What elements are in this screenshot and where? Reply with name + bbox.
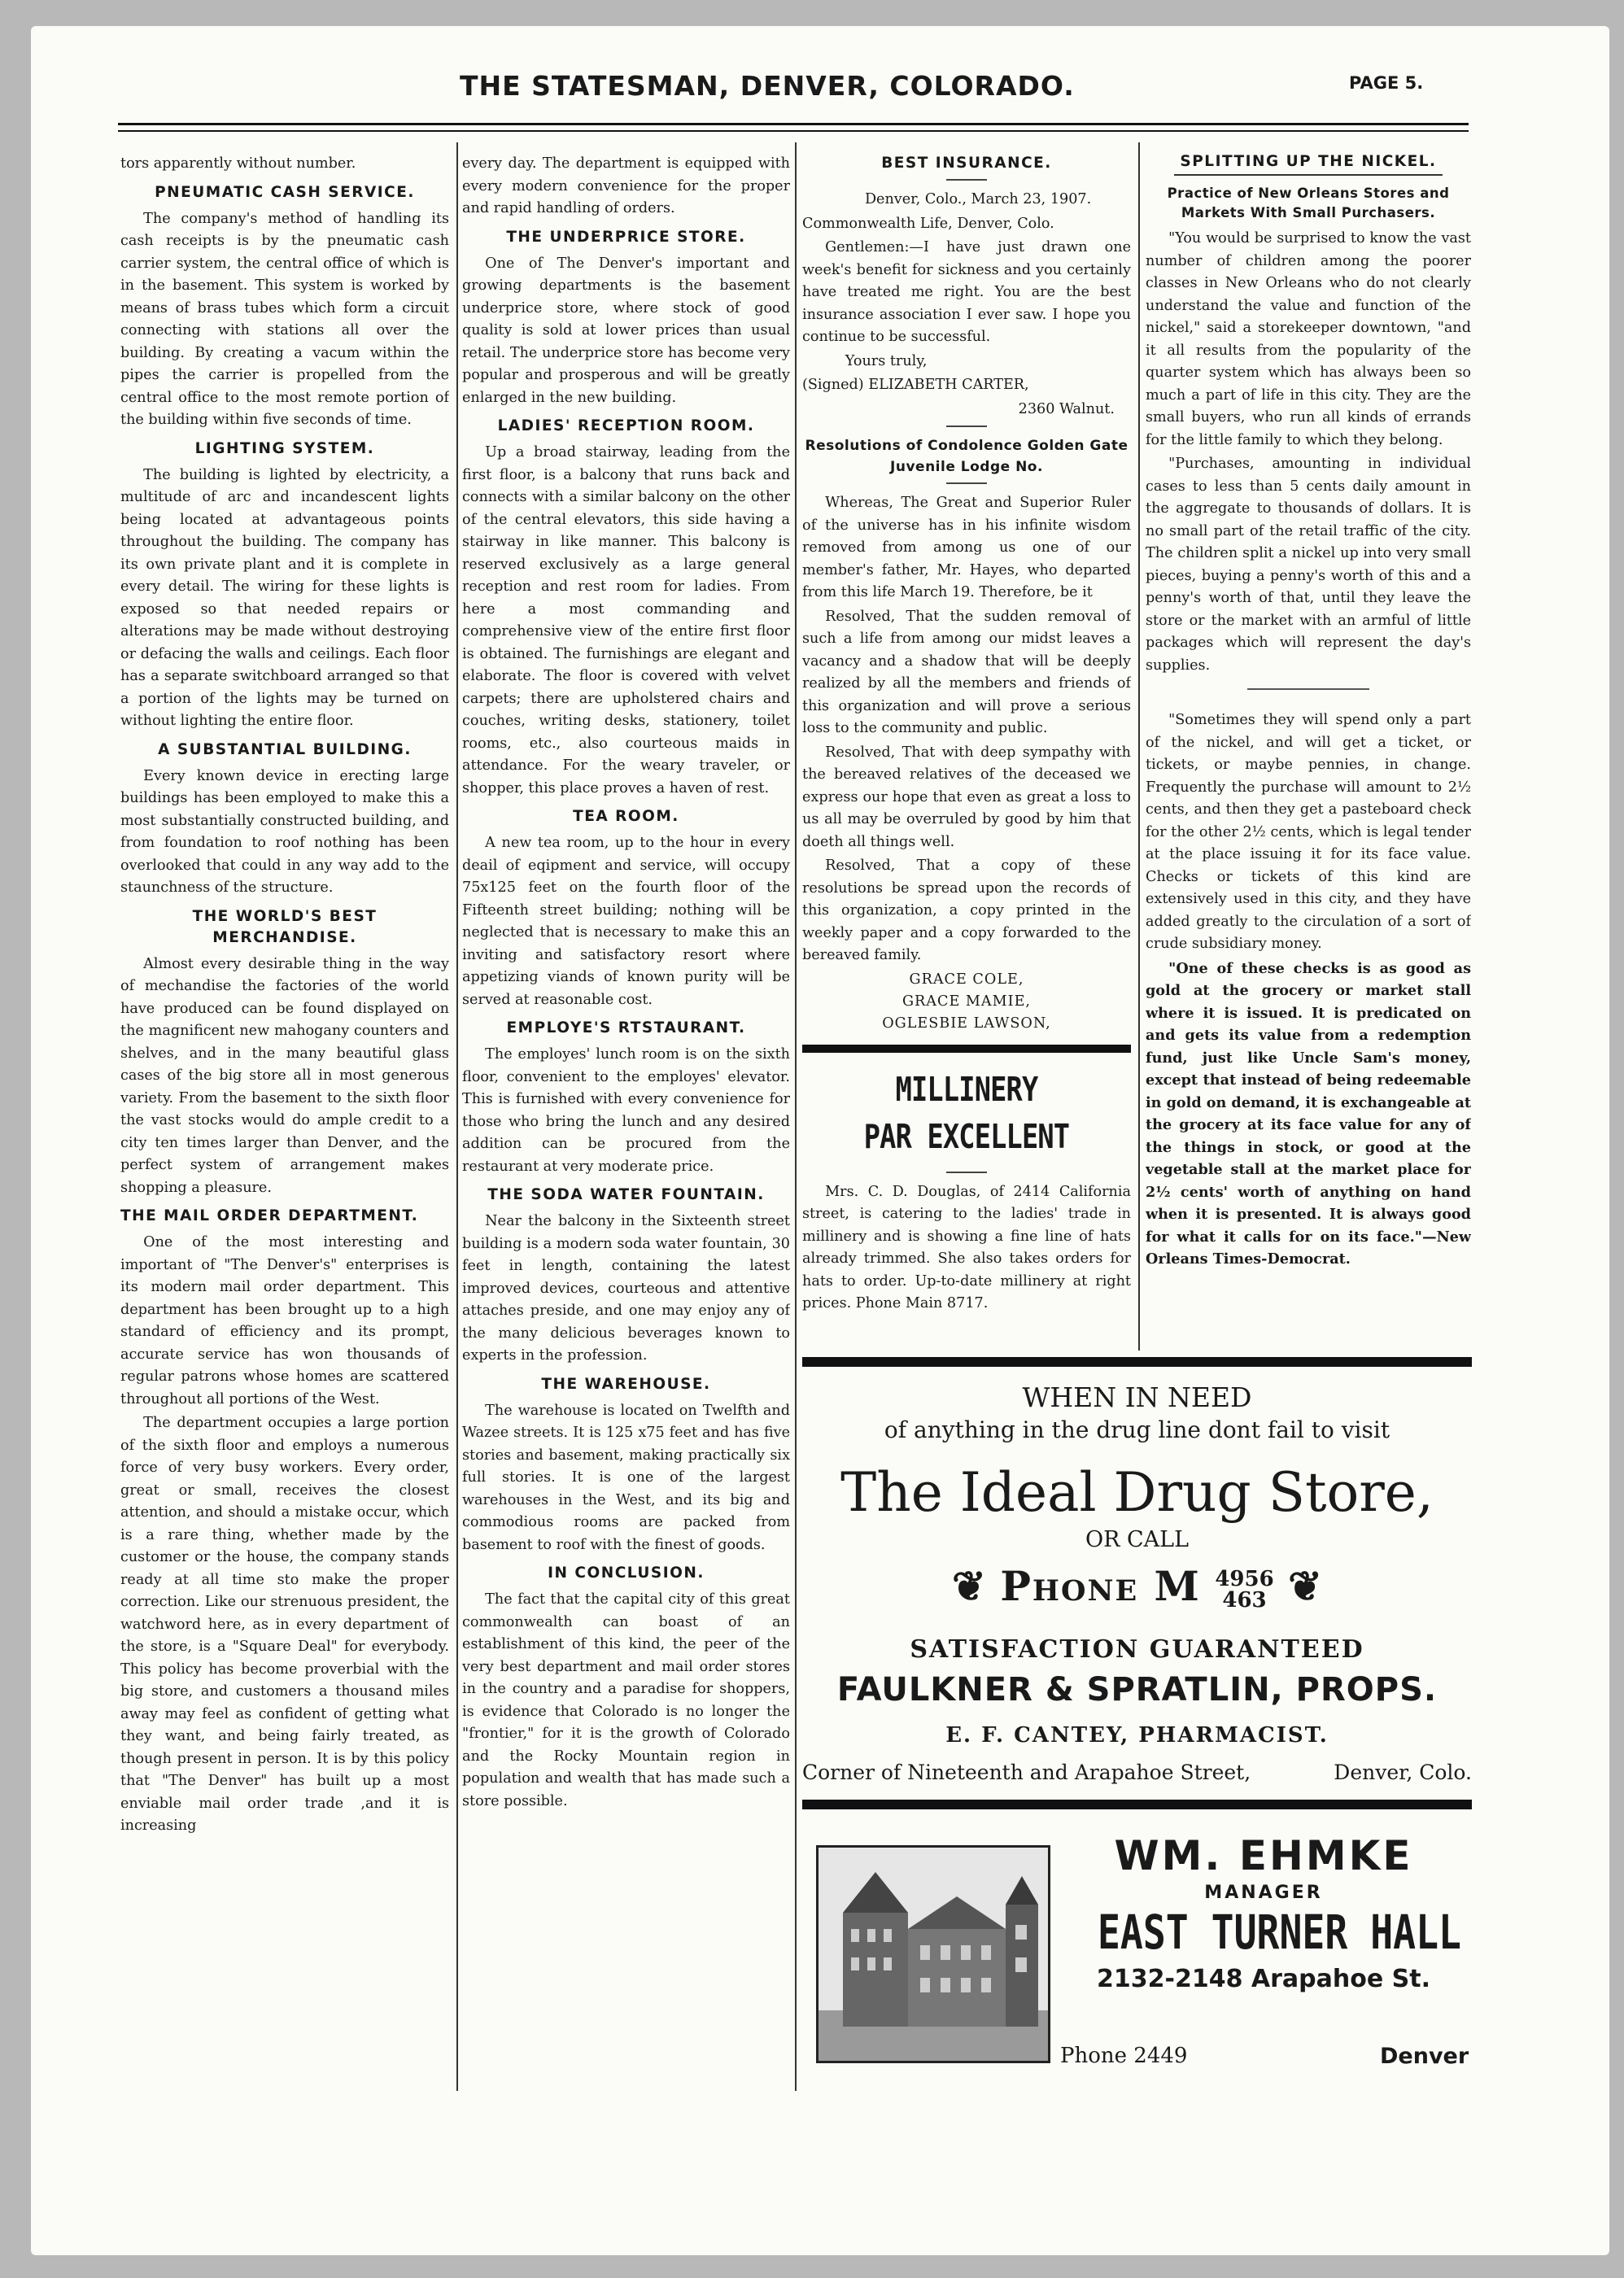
ad-satisfaction: SATISFACTION GUARANTEED <box>910 1635 1364 1664</box>
paragraph: Mrs. C. D. Douglas, of 2414 California street, is catering to the ladies' trade in millinery and is showing a fine line of hats already trimmed. She also takes orders for hats to order. Up-to-date millinery at right prices. Phone Main 8717. <box>802 1183 1131 1311</box>
ad-drug-line: of anything in the drug line dont fail to visit <box>884 1416 1390 1443</box>
heading-soda: THE SODA WATER FOUNTAIN. <box>487 1186 765 1203</box>
paragraph: A new tea room, up to the hour in every deail of eqipment and service, will occupy 75x125 feet on the fourth floor of the Fifteenth street building; nothing will be neglected that is necessary to make this an inviting and satisfactory resort where appetizing viands of known purity will be served at reasonable cost. <box>462 835 790 1008</box>
paragraph: "Purchases, amounting in individual cases to less than 5 cents daily amount in the aggregate to thousands of dollars. It is no small part of the retail traffic of the city. The children split a nickel up into very small pieces, buying a penny's worth of this and a penny's worth of that, until they leave the store or the market with an armful of little packages which will represent the day's supplies. <box>1146 456 1471 674</box>
turner-hall-illustration <box>816 1845 1050 2063</box>
paragraph: "You would be surprised to know the vast number of children among the poorer classes in New Orleans who do not clearly understand the value and function of the nickel," said a storekeeper downtown, "and it all results from the popularity of the quarter system which has always been so much a part of life in this city. They are the small buyers, who run all kinds of errands for the little family to which they belong. <box>1146 230 1471 448</box>
paragraph: Resolved, That with deep sympathy with the bereaved relatives of the deceased we express our hope that even as great a loss to us all may be overruled by good by him that doeth all things well. <box>802 744 1131 850</box>
page-number: PAGE 5. <box>1349 73 1424 93</box>
ad-hall-city: Denver <box>1380 2044 1469 2069</box>
heading-splitting: SPLITTING UP THE NICKEL. <box>1180 153 1437 170</box>
heading-substantial: A SUBSTANTIAL BUILDING. <box>158 740 412 758</box>
ad-phone-number-1: 4956 <box>1215 1567 1274 1591</box>
column-4 <box>1146 145 1471 1357</box>
letter-date: Denver, Colo., March 23, 1907. <box>864 191 1092 207</box>
rule <box>1247 688 1369 690</box>
paragraph: One of the most interesting and important of "The Denver's" enterprises is its modern mail order department. This department has been brought up to a high standard of efficiency and its prompt, accurate service has won thousands of regular patrons whose homes are scattered throughout all portions of the West. <box>120 1234 449 1407</box>
ad-hall-phone: Phone 2449 <box>1060 2044 1188 2068</box>
building-engraving <box>819 1848 1048 2061</box>
letter-signature: (Signed) ELIZABETH CARTER, <box>802 377 1029 393</box>
ad-address-row <box>802 1761 1472 1784</box>
column-divider-1 <box>456 142 458 2091</box>
paragraph: "Sometimes they will spend only a part of the nickel, and will get a ticket, or tickets, or maybe pennies, in change. Frequently the purchase will amount to 2½ cents, and then they get a pasteboard check for the other 2½ cents, which is legal tender at the place issuing it for its face value. Checks or tickets of this kind are extensively used in this city, and they have added greatly to the circulation of a sort of crude subsidiary money. <box>1146 712 1471 952</box>
ad-when-in-need: WHEN IN NEED <box>1022 1381 1252 1413</box>
masthead: THE STATESMAN, DENVER, COLORADO. <box>460 70 1075 102</box>
paragraph: Resolved, That the sudden removal of such a life from among our midst leaves a vacancy and a shadow that will be deeply realized by all the members and friends of this organization and will prove a serious loss to the community and public. <box>802 608 1131 736</box>
heading-mail-order: THE MAIL ORDER DEPARTMENT. <box>120 1207 419 1224</box>
rule <box>946 425 987 427</box>
heading-employes: EMPLOYE'S RTSTAURANT. <box>506 1019 746 1036</box>
paragraph: Almost every desirable thing in the way of mechandise the factories of the world have produced can be found displayed on the magnificent new mahogany counters and shelves, and in the many beautiful glass cases of the big store all in most generous variety. From the basement to the sixth floor the vast stocks would do ample credit to a city ten times larger than Denver, and the perfect system of arrangement makes shopping a pleasure. <box>120 955 449 1196</box>
rule <box>946 482 987 484</box>
heading-conclusion: IN CONCLUSION. <box>548 1564 705 1582</box>
paragraph: The fact that the capital city of this great commonwealth can boast of an establishment of this kind, the peer of the very best department and mail order stores in the country and a paradise for shoppers, is evidence that Colorado is no longer the "frontier," for it is the growth of Colorado and the Rocky Mountain region in population and wealth that has made such a store possible. <box>462 1591 790 1809</box>
ad-phone-word: Phone M <box>1000 1562 1201 1610</box>
letter-body: Gentlemen:—I have just drawn one week's benefit for sickness and you certainly have treated me right. You are the best insurance association I ever saw. I hope you continue to be successful. <box>802 239 1131 345</box>
ad-phone <box>802 1562 1472 1619</box>
ad-phone-number-2: 463 <box>1222 1588 1267 1612</box>
heading-tea-room: TEA ROOM. <box>573 808 679 825</box>
letter-address: Commonwealth Life, Denver, Colo. <box>802 215 1054 232</box>
heading-ladies: LADIES' RECEPTION ROOM. <box>497 417 755 434</box>
paragraph: Every known device in erecting large buildings has been employed to make this a most substantially constructed building, and from foundation to roof nothing has been overlooked that could in any way add to the staunchness of the structure. <box>120 767 449 896</box>
column-divider-3 <box>1138 142 1140 1351</box>
paragraph: The building is lighted by electricity, a multitude of arc and incandescent lights being located at advantageous points throughout the building. The company has its own private plant and it is complete in every detail. The wiring for these lights is exposed so that needed repairs or alterations may be made without destroying or defacing the walls and ceilings. Each floor has a separate switchboard arranged so that a portion of the lights may be turned on without lighting the entire floor. <box>120 466 449 729</box>
paragraph: One of The Denver's important and growing departments is the basement underprice store, where stock of good quality is sold at lower prices than usual retail. The underprice store has become very popular and prosperous and will be greatly enlarged in the new building. <box>462 255 790 406</box>
rule <box>946 179 987 181</box>
paragraph: Up a broad stairway, leading from the first floor, is a balcony that runs back and connects with a similar balcony on the other of the central elevators, this side having a stairway in like manner. This balcony is reserved exclusively as a large general reception and rest room for ladies. From here a most commanding and comprehensive view of the entire first floor is obtained. The furnishings are elegant and elaborate. The floor is covered with velvet carpets; there are upholstered chairs and couches, writing desks, stationery, toilet rooms, etc., also courteous maids in attendance. For the weary traveler, or shopper, this place proves a haven of rest. <box>462 444 790 796</box>
paragraph: The department occupies a large portion of the sixth floor and employs a numerous force of very busy workers. Every order, great or small, receives the closest attention, and should a mistake occur, which is a rare thing, whether made by the customer or the house, the company stands ready at all time sto make the proper correction. Like our strenuous president, the watchword here, as in every department of the store, is a "Square Deal" for everybody. This policy has become proverbial with the big store, and customers a thousand miles away may feel as confident of getting what they want, and being fairly treated, as though present in person. It is by this policy that "The Denver" has built up a most enviable mail order trade ,and it is increasing <box>120 1415 449 1834</box>
paragraph: The employes' lunch room is on the sixth floor, convenient to the employes' elevator. This is furnished with every convenience for those who bring the lunch and any desired addition can be procured from the restaurant at very moderate price. <box>462 1046 790 1175</box>
ad-pharmacist: E. F. CANTEY, PHARMACIST. <box>945 1723 1329 1748</box>
heading-best-insurance: BEST INSURANCE. <box>881 155 1052 172</box>
thick-rule <box>802 1357 1472 1367</box>
column-1 <box>120 153 449 2081</box>
ad-hall-name: EAST TURNER HALL <box>1098 1905 1461 1960</box>
ad-proprietors: FAULKNER & SPRATLIN, PROPS. <box>836 1671 1438 1708</box>
millinery-heading: MILLINERY <box>895 1069 1038 1109</box>
paragraph: tors apparently without number. <box>120 155 356 172</box>
ad-city: Denver, Colo. <box>1334 1761 1472 1784</box>
rule <box>1174 174 1443 176</box>
rule <box>946 1172 987 1173</box>
heading-resolutions: Resolutions of Condolence Golden Gate Juvenile Lodge No. <box>805 438 1129 475</box>
paragraph: The company's method of handling its cash receipts is by the pneumatic cash carrier system, the central office of which is in the basement. This system is worked by means of brass tubes which form a circuit connecting with stations all over the building. By creating a vacum within the pipes the carrier is propelled from the central office to the most remote portion of the building within five seconds of time. <box>120 210 449 428</box>
ad-manager-name: WM. EHMKE <box>1114 1832 1413 1879</box>
ornament-icon: ❦ <box>1288 1562 1323 1610</box>
ad-manager-label: MANAGER <box>1204 1883 1323 1903</box>
millinery-subheading: PAR EXCELLENT <box>863 1116 1070 1156</box>
header-rule-top <box>118 123 1469 125</box>
heading-warehouse: THE WAREHOUSE. <box>541 1375 711 1393</box>
paragraph: "One of these checks is as good as gold at the grocery or market stall where it is issued. It is predicated on and gets its value from a redemption fund, just like Uncle Sam's money, except that instead of being redeemable in gold on demand, it is exchangeable at the grocery at its face value for any of the things in stock, or good at the vegetable stall at the market place for 2½ cents' worth of anything on hand when it is presented. It is always good for what it calls for on its face."—New Orleans Times-Democrat. <box>1146 959 1471 1268</box>
ad-corner: Corner of Nineteenth and Arapahoe Street, <box>802 1761 1251 1784</box>
turner-ad-text <box>1056 1832 1471 1993</box>
subheading-practice: Practice of New Orleans Stores and Markets With Small Purchasers. <box>1167 185 1450 220</box>
letter-closing: Yours truly, <box>845 352 928 369</box>
heading-pneumatic: PNEUMATIC CASH SERVICE. <box>155 183 415 201</box>
ad-store-name: The Ideal Drug Store, <box>840 1461 1434 1524</box>
column-3 <box>802 146 1131 1359</box>
paragraph: every day. The department is equipped with every modern convenience for the proper and rapid handling of orders. <box>462 155 790 216</box>
paragraph: Resolved, That a copy of these resolutions be spread upon the records of this organization, a copy printed in the weekly paper and a copy forwarded to the bereaved family. <box>802 858 1131 963</box>
paragraph: The warehouse is located on Twelfth and Wazee streets. It is 125 x75 feet and has five stories and basement, making practically six full stories. It is one of the largest warehouses in the West, and its big and commodious rooms are packed from basement to roof with the finest of goods. <box>462 1402 790 1553</box>
paragraph: Whereas, The Great and Superior Ruler of the universe has in his infinite wisdom removed from among us one of our member's father, Mr. Hayes, who departed from this life March 19. Therefore, be it <box>802 495 1131 600</box>
paragraph: Near the balcony in the Sixteenth street building is a modern soda water fountain, 30 feet in length, containing the latest improved devices, courteous and attentive attaches preside, and one may enjoy any of the many delicious beverages known to experts in the profession. <box>462 1213 790 1364</box>
header-rule-bottom <box>118 130 1469 132</box>
heading-lighting: LIGHTING SYSTEM. <box>194 439 375 457</box>
heading-underprice: THE UNDERPRICE STORE. <box>506 228 746 246</box>
thick-rule <box>802 1045 1131 1053</box>
ad-or-call: OR CALL <box>1085 1527 1190 1552</box>
ornament-icon: ❦ <box>951 1562 986 1610</box>
signature: OGLESBIE LAWSON, <box>882 1015 1051 1032</box>
ad-hall-address: 2132-2148 Arapahoe St. <box>1097 1965 1430 1993</box>
thick-rule <box>802 1800 1472 1809</box>
column-divider-2 <box>795 142 797 2091</box>
letter-street: 2360 Walnut. <box>1018 400 1115 417</box>
column-2 <box>462 153 790 2081</box>
signature: GRACE MAMIE, <box>901 993 1032 1010</box>
signature: GRACE COLE, <box>909 971 1024 988</box>
heading-worlds-best: THE WORLD'S BEST MERCHANDISE. <box>192 907 378 946</box>
